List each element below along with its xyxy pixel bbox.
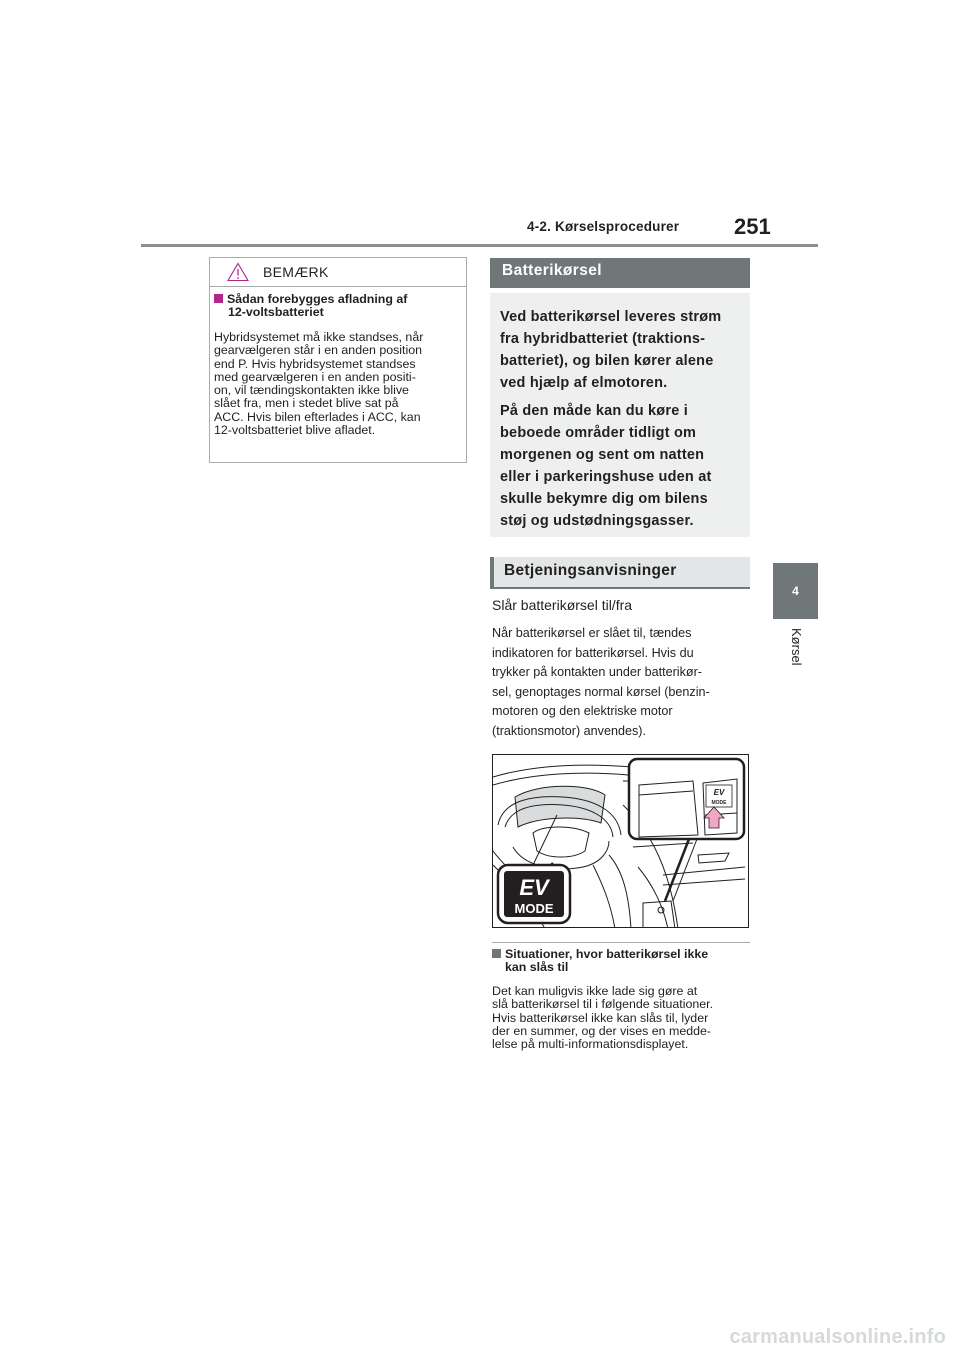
- notice-line: Hybridsystemet må ikke standses, når: [214, 330, 424, 344]
- situations-body: [492, 985, 754, 1051]
- summary-line: støj og udstødningsgasser.: [500, 513, 694, 529]
- page-number: 251: [734, 214, 771, 239]
- situations-heading: [492, 948, 752, 974]
- switch-description: [492, 624, 752, 741]
- notice-body: [214, 331, 462, 437]
- ev-text: EV: [519, 875, 549, 900]
- small-ev-text: EV: [713, 788, 725, 797]
- notice-line: 12-voltsbatteriet blive afladet.: [214, 423, 376, 438]
- dashboard-drawing: [493, 755, 749, 928]
- notice-line: slået fra, men i stedet blive sat på: [214, 396, 399, 411]
- small-mode-text: MODE: [711, 800, 727, 806]
- situations-line: Det kan muligvis ikke lade sig gøre at: [492, 984, 698, 998]
- callout-line: [533, 815, 557, 865]
- watermark-bar: [0, 1320, 960, 1358]
- section-heading-batterikorsel: [490, 258, 750, 288]
- notice-line: end P. Hvis hybridsystemet standses: [214, 356, 416, 371]
- notice-line: ACC. Hvis bilen efterlades i ACC, kan: [214, 409, 421, 424]
- section-heading-text: Betjeningsanvisninger: [504, 562, 677, 579]
- chapter-tab[interactable]: 4: [773, 563, 818, 619]
- summary-line: skulle bekymre dig om bilens: [500, 491, 708, 507]
- situations-line: slå batterikørsel til i følgende situationer.: [492, 997, 714, 1012]
- situations-line: Hvis batterikørsel ikke kan slås til, lyder: [492, 1010, 709, 1025]
- notice-line: gearvælgeren står i en anden position: [214, 343, 423, 358]
- summary-line: beboede områder tidligt om: [500, 425, 697, 441]
- summary-line: morgenen og sent om natten: [500, 447, 705, 463]
- summary-paragraph-2: [500, 400, 746, 532]
- notice-subtitle-line: Sådan forebygges afladning af: [227, 292, 408, 306]
- notice-subtitle: [214, 293, 459, 319]
- situations-line: lelse på multi-informationsdisplayet.: [492, 1037, 689, 1052]
- desc-line: Når batterikørsel er slået til, tændes: [492, 626, 692, 640]
- magenta-square-bullet: [214, 294, 223, 303]
- ev-mode-illustration: [492, 754, 749, 928]
- situations-line: der en summer, og der vises en medde-: [492, 1023, 712, 1038]
- warning-triangle-icon: [227, 262, 249, 282]
- desc-line: sel, genoptages normal kørsel (benzin-: [492, 684, 710, 699]
- notice-box: [209, 257, 467, 463]
- summary-line: fra hybridbatteriet (traktions-: [500, 331, 706, 347]
- summary-line: ved hjælp af elmotoren.: [500, 375, 668, 391]
- summary-paragraph-1: [500, 306, 746, 394]
- running-header-section: 4-2. Kørselsprocedurer: [527, 219, 680, 234]
- notice-title: BEMÆRK: [263, 264, 329, 280]
- switch-label: Slår batterikørsel til/fra: [492, 597, 633, 613]
- section-summary: [490, 293, 750, 537]
- summary-line: eller i parkeringshuse uden at: [500, 469, 712, 485]
- situations-heading-line: Situationer, hvor batterikørsel ikke: [505, 947, 709, 961]
- chapter-tab-label: Kørsel: [789, 628, 804, 666]
- desc-line: indikatoren for batterikørsel. Hvis du: [492, 645, 694, 660]
- watermark-text[interactable]: carmanualsonline.info: [729, 1326, 946, 1348]
- desc-line: motoren og den elektriske motor: [492, 704, 673, 718]
- section-heading-text: Batterikørsel: [502, 262, 602, 279]
- notice-header: [210, 258, 466, 287]
- gray-square-bullet: [492, 949, 501, 958]
- summary-line: Ved batterikørsel leveres strøm: [500, 309, 722, 325]
- notice-line: on, vil tændingskontakten ikke blive: [214, 383, 409, 398]
- notice-line: med gearvælgeren i en anden positi-: [214, 369, 416, 384]
- header-rule: [141, 244, 818, 247]
- summary-line: På den måde kan du køre i: [500, 403, 688, 419]
- desc-line: (traktionsmotor) anvendes).: [492, 723, 646, 738]
- separator: [492, 942, 750, 943]
- mode-text: MODE: [514, 901, 554, 916]
- situations-heading-line: kan slås til: [505, 960, 569, 974]
- notice-subtitle-line: 12-voltsbatteriet: [228, 305, 324, 319]
- desc-line: trykker på kontakten under batterikør-: [492, 665, 702, 679]
- section-heading-betjeningsanvisninger: [490, 557, 750, 589]
- summary-line: batteriet), og bilen kører alene: [500, 353, 714, 369]
